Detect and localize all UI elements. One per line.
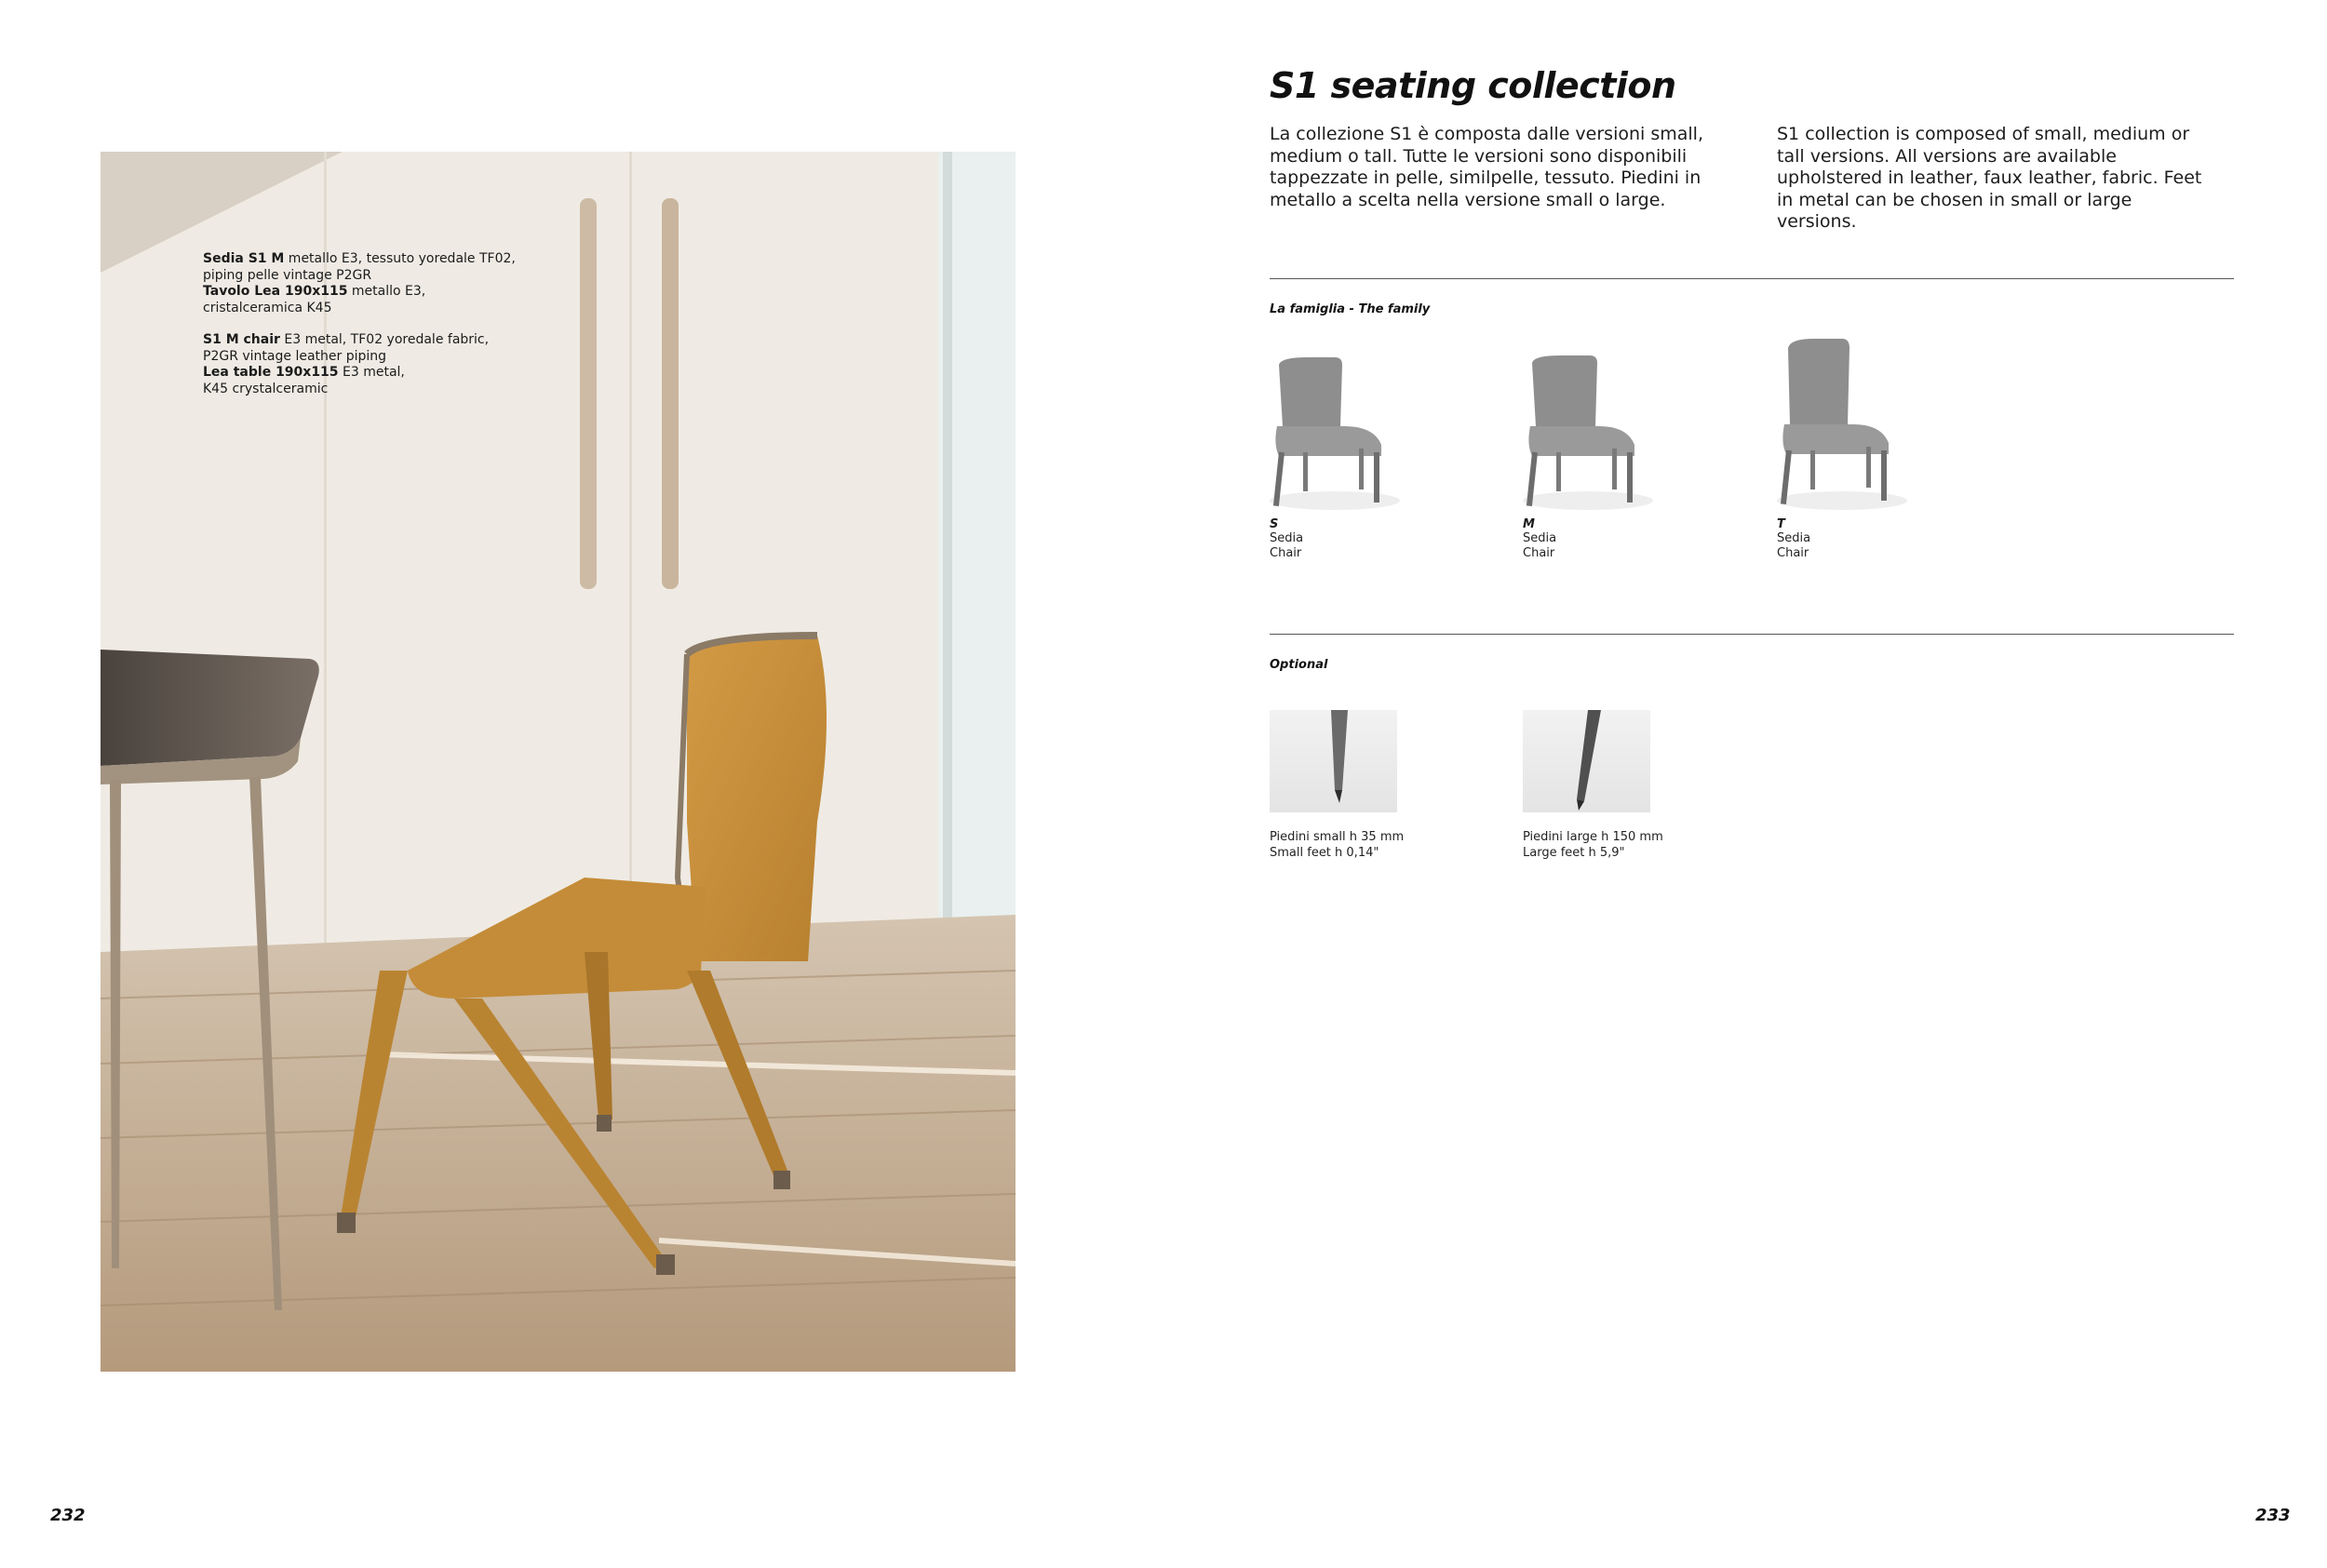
optional-section-label: Optional [1270,658,1328,672]
chair-t-it: Sedia [1777,531,1811,545]
small-feet-en: Small feet h 0,14" [1270,846,1379,860]
large-feet-en: Large feet h 5,9" [1523,846,1625,860]
page-number-left: 232 [50,1506,86,1525]
chair-m-en: Chair [1523,546,1555,560]
large-feet-it: Piedini large h 150 mm [1523,830,1663,844]
family-item-t [1777,335,1926,561]
divider-middle [1270,634,2234,635]
optional-item-large-feet [1523,710,1663,861]
chair-m-it: Sedia [1523,531,1557,545]
intro-italian: La collezione S1 è composta dalle versioni small, medium o tall. Tutte le versioni sono disponibili tappezzate in pelle, similpelle, tessuto. Piedini in metallo a scelta nella versione small o large. [1270,124,1703,210]
photo-caption-it: Sedia S1 M metallo E3, tessuto yoredale TF02, piping pelle vintage P2GR Tavolo Lea 190x115 metallo E3, cristalceramica K45 [203,251,516,315]
chair-m-image [1523,352,1672,519]
chair-m-code: M [1523,517,1535,531]
page-title: S1 seating collection [1270,65,1676,106]
small-feet-it: Piedini small h 35 mm [1270,830,1405,844]
chair-s-en: Chair [1270,546,1302,560]
chair-s-code: S [1270,517,1279,531]
family-item-m [1523,352,1672,561]
intro-english: S1 collection is composed of small, medium or tall versions. All versions are available upholstered in leather, faux leather, fabric. Feet in metal can be chosen in small or large versions. [1777,124,2202,232]
family-section-label: La famiglia - The family [1270,302,1431,316]
photo-caption-en: S1 M chair E3 metal, TF02 yoredale fabric, P2GR vintage leather piping Lea table 190x115 E3 metal, K45 crystalceramic [203,332,490,396]
chair-t-code: T [1777,517,1785,531]
family-item-s [1270,352,1419,561]
chair-s-it: Sedia [1270,531,1304,545]
optional-item-small-feet [1270,710,1404,861]
page-number-right: 233 [2255,1506,2291,1525]
divider-top [1270,278,2234,279]
product-photo [101,152,1016,1372]
large-feet-image [1523,710,1650,812]
chair-t-image [1777,335,1926,519]
chair-s-image [1270,352,1419,519]
chair-t-en: Chair [1777,546,1809,560]
small-feet-image [1270,710,1397,812]
